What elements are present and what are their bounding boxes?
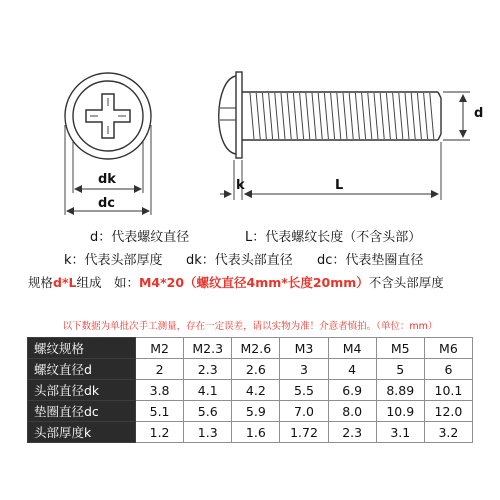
dc-label: dc xyxy=(98,196,116,211)
table-cell: 10.9 xyxy=(376,401,424,422)
table-cell: M2.3 xyxy=(184,338,232,359)
legend-d: d：代表螺纹直径 xyxy=(90,230,190,245)
thread-line xyxy=(362,93,366,139)
table-row xyxy=(28,422,473,443)
spec-table xyxy=(27,337,473,443)
table-cell: 2.6 xyxy=(232,359,280,380)
table-row xyxy=(28,359,473,380)
table-cell: M4 xyxy=(328,338,376,359)
spec-example: M4*20（螺纹直径4mm*长度20mm） xyxy=(138,275,369,290)
thread-line xyxy=(312,93,316,139)
thread-line xyxy=(417,93,421,139)
spec-suffix: 不含头部厚度 xyxy=(368,275,444,290)
thread-lines xyxy=(250,93,434,139)
table-cell: 3.2 xyxy=(424,422,472,443)
row-header: 头部厚度k xyxy=(28,422,136,443)
table-cell: 5.6 xyxy=(184,401,232,422)
table-cell: 2.3 xyxy=(184,359,232,380)
row-header: 螺纹直径d xyxy=(28,359,136,380)
table-cell: 4.2 xyxy=(232,380,280,401)
table-cell: 4 xyxy=(328,359,376,380)
thread-line xyxy=(262,93,266,139)
table-cell: 1.6 xyxy=(232,422,280,443)
table-cell: 6 xyxy=(424,359,472,380)
thread-line xyxy=(368,93,372,139)
legend-dk: dk：代表头部直径 xyxy=(186,253,293,268)
thread-line xyxy=(430,93,434,139)
legend-L: L：代表螺纹长度（不含头部） xyxy=(245,230,422,245)
table-cell: 1.72 xyxy=(280,422,328,443)
thread-line xyxy=(343,93,347,139)
table-cell: 3.8 xyxy=(136,380,184,401)
thread-line xyxy=(318,93,322,139)
thread-line xyxy=(306,93,310,139)
table-cell: 1.2 xyxy=(136,422,184,443)
k-label: k xyxy=(236,178,245,193)
table-cell: M2 xyxy=(136,338,184,359)
table-cell: 1.3 xyxy=(184,422,232,443)
legend-dc: dc：代表垫圈直径 xyxy=(317,253,424,268)
measurement-note: 以下数据为单批次手工测量，存在一定误差，请以实物为准！介意者慎拍。（单位：mm） xyxy=(62,321,438,332)
table-cell: 8.0 xyxy=(328,401,376,422)
table-cell: M3 xyxy=(280,338,328,359)
thread-line xyxy=(380,93,384,139)
row-header: 头部直径dk xyxy=(28,380,136,401)
thread-line xyxy=(337,93,341,139)
spec-prefix: 规格 xyxy=(28,275,54,290)
row-header: 垫圈直径dc xyxy=(28,401,136,422)
thread-line xyxy=(411,93,415,139)
legend-k: k：代表头部厚度 xyxy=(64,253,163,268)
L-label: L xyxy=(335,178,344,193)
thread-line xyxy=(331,93,335,139)
table-cell: 7.0 xyxy=(280,401,328,422)
thread-line xyxy=(287,93,291,139)
table-cell: M5 xyxy=(376,338,424,359)
table-cell: 3 xyxy=(280,359,328,380)
thread-line xyxy=(281,93,285,139)
table-cell: M6 xyxy=(424,338,472,359)
table-cell: 8.89 xyxy=(376,380,424,401)
table-cell: 2 xyxy=(136,359,184,380)
dk-label: dk xyxy=(98,172,116,187)
thread-line xyxy=(399,93,403,139)
spec-highlight: d*L xyxy=(53,275,77,290)
table-cell: 12.0 xyxy=(424,401,472,422)
thread-line xyxy=(386,93,390,139)
thread-line xyxy=(250,93,254,139)
thread-line xyxy=(293,93,297,139)
table-cell: 2.3 xyxy=(328,422,376,443)
thread-line xyxy=(424,93,428,139)
table-cell: 5.9 xyxy=(232,401,280,422)
thread-line xyxy=(275,93,279,139)
table-cell: 5.5 xyxy=(280,380,328,401)
thread-line xyxy=(300,93,304,139)
table-row xyxy=(28,380,473,401)
thread-line xyxy=(374,93,378,139)
table-row xyxy=(28,401,473,422)
thread-line xyxy=(349,93,353,139)
thread-line xyxy=(355,93,359,139)
thread-line xyxy=(324,93,328,139)
table-cell: 6.9 xyxy=(328,380,376,401)
table-cell: 10.1 xyxy=(424,380,472,401)
row-header: 螺纹规格 xyxy=(28,338,136,359)
table-cell: 5 xyxy=(376,359,424,380)
thread-line xyxy=(393,93,397,139)
table-cell: 3.1 xyxy=(376,422,424,443)
spec-mid: 组成 如： xyxy=(76,275,139,290)
thread-line xyxy=(269,93,273,139)
legend-spec xyxy=(28,273,444,291)
table-cell: 4.1 xyxy=(184,380,232,401)
table-cell: M2.6 xyxy=(232,338,280,359)
d-label: d xyxy=(474,106,484,121)
thread-line xyxy=(405,93,409,139)
thread-line xyxy=(256,93,260,139)
table-row xyxy=(28,338,473,359)
table-cell: 5.1 xyxy=(136,401,184,422)
front-view xyxy=(65,73,151,215)
side-view xyxy=(219,72,470,200)
